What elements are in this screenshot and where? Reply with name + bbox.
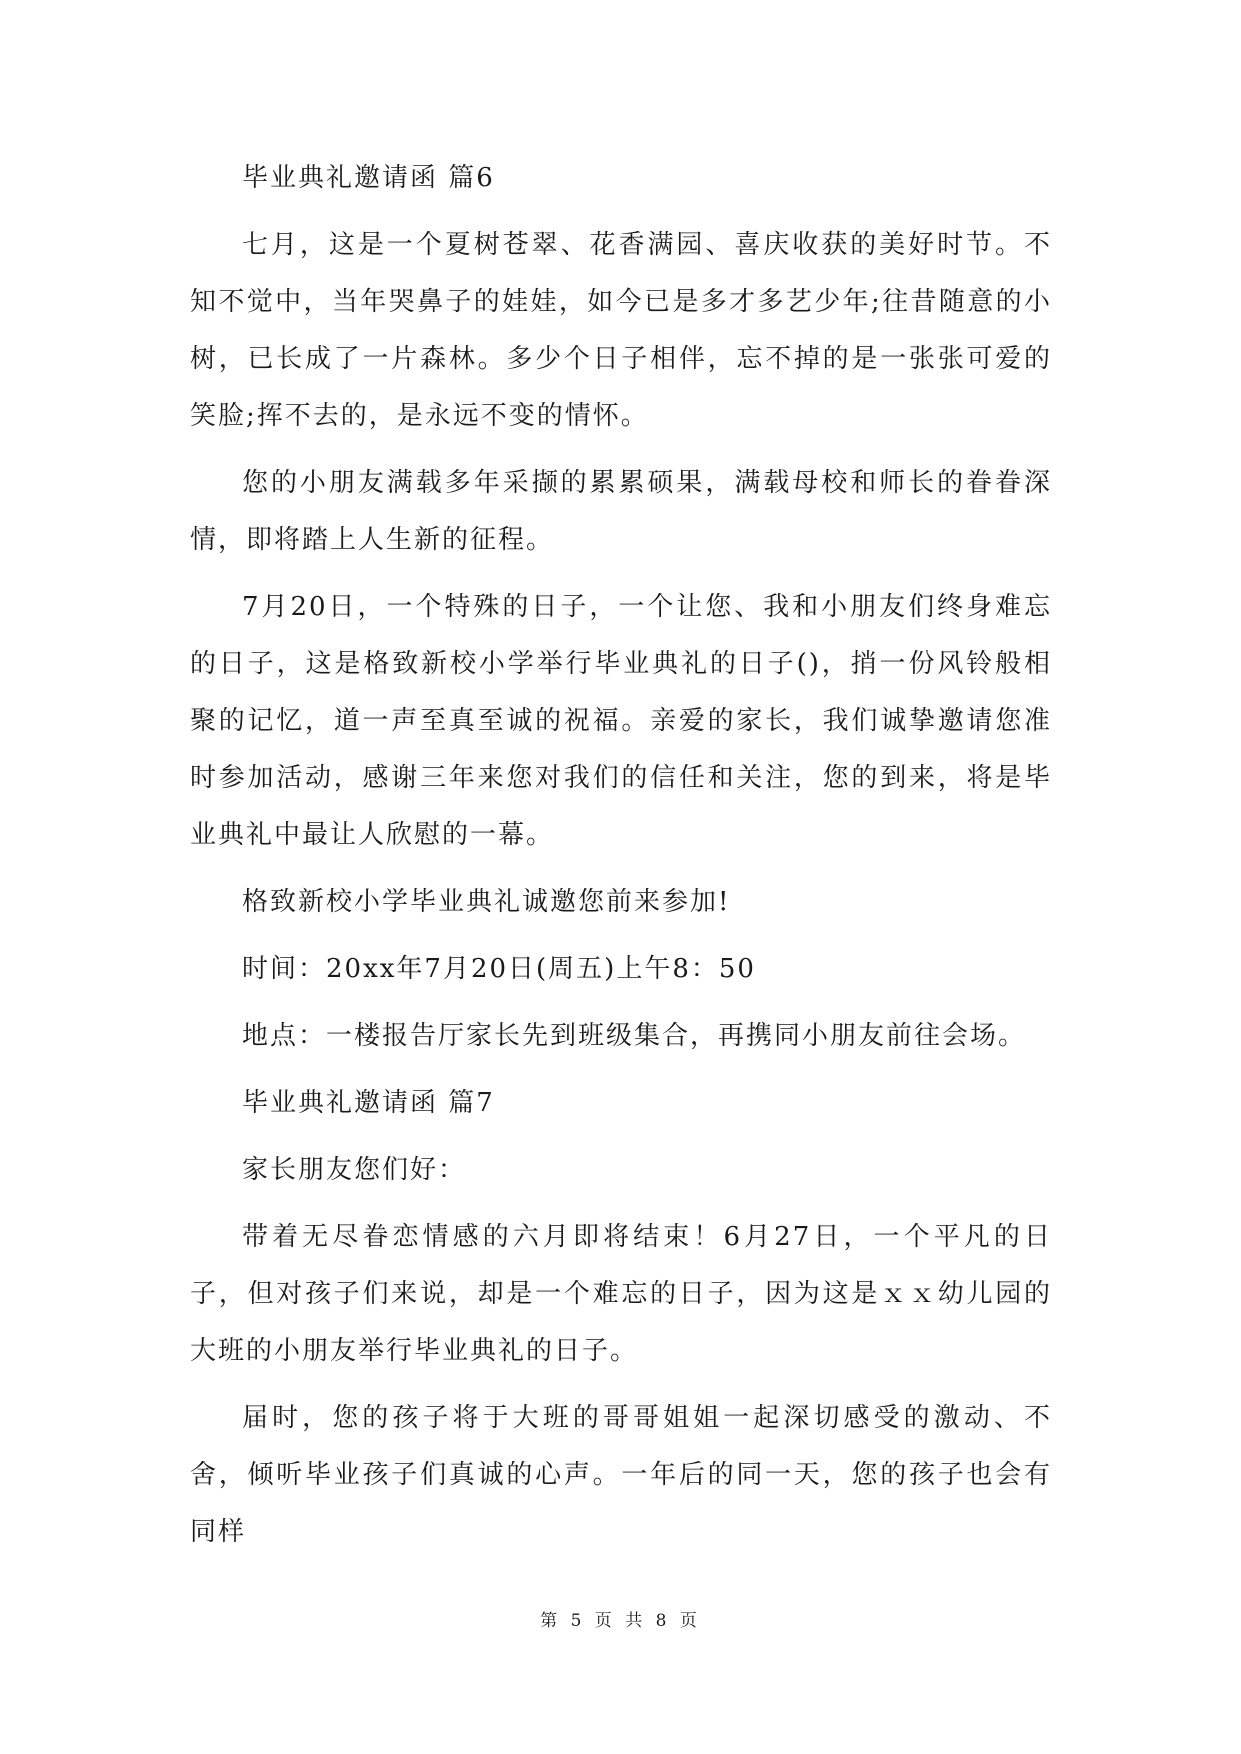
paragraph: 七月，这是一个夏树苍翠、花香满园、喜庆收获的美好时节。不知不觉中，当年哭鼻子的娃娃，如今已是多才多艺少年;往昔随意的小树，已长成了一片森林。多少个日子相伴，忘不掉的是一张张可爱的笑脸;挥不去的，是永远不变的情怀。 xyxy=(190,230,1052,431)
event-location: 地点：一楼报告厅家长先到班级集合，再携同小朋友前往会场。 xyxy=(242,1021,1027,1051)
page-number-footer: 第 5 页 共 8 页 xyxy=(540,1611,701,1631)
paragraph: 带着无尽眷恋情感的六月即将结束！6月27日，一个平凡的日子，但对孩子们来说，却是一个难忘的日子，因为这是ｘｘ幼儿园的大班的小朋友举行毕业典礼的日子。 xyxy=(190,1222,1052,1366)
paragraph: 届时，您的孩子将于大班的哥哥姐姐一起深切感受的激动、不舍，倾听毕业孩子们真诚的心声。一年后的同一天，您的孩子也会有同样 xyxy=(190,1403,1052,1547)
paragraph: 7月20日，一个特殊的日子，一个让您、我和小朋友们终身难忘的日子，这是格致新校小学举行毕业典礼的日子()，捎一份风铃般相聚的记忆，道一声至真至诚的祝福。亲爱的家长，我们诚挚邀请您准时参加活动，感谢三年来您对我们的信任和关注，您的到来，将是毕业典礼中最让人欣慰的一幕。 xyxy=(190,592,1052,850)
section-heading-7: 毕业典礼邀请函 篇7 xyxy=(242,1088,495,1118)
salutation: 家长朋友您们好： xyxy=(242,1155,467,1185)
event-time: 时间：20xx年7月20日(周五)上午8：50 xyxy=(242,954,756,984)
invitation-line: 格致新校小学毕业典礼诚邀您前来参加! xyxy=(242,887,731,917)
section-heading-6: 毕业典礼邀请函 篇6 xyxy=(242,163,495,193)
document-body xyxy=(190,150,1052,1561)
paragraph: 您的小朋友满载多年采撷的累累硕果，满载母校和师长的眷眷深情，即将踏上人生新的征程。 xyxy=(190,468,1052,555)
